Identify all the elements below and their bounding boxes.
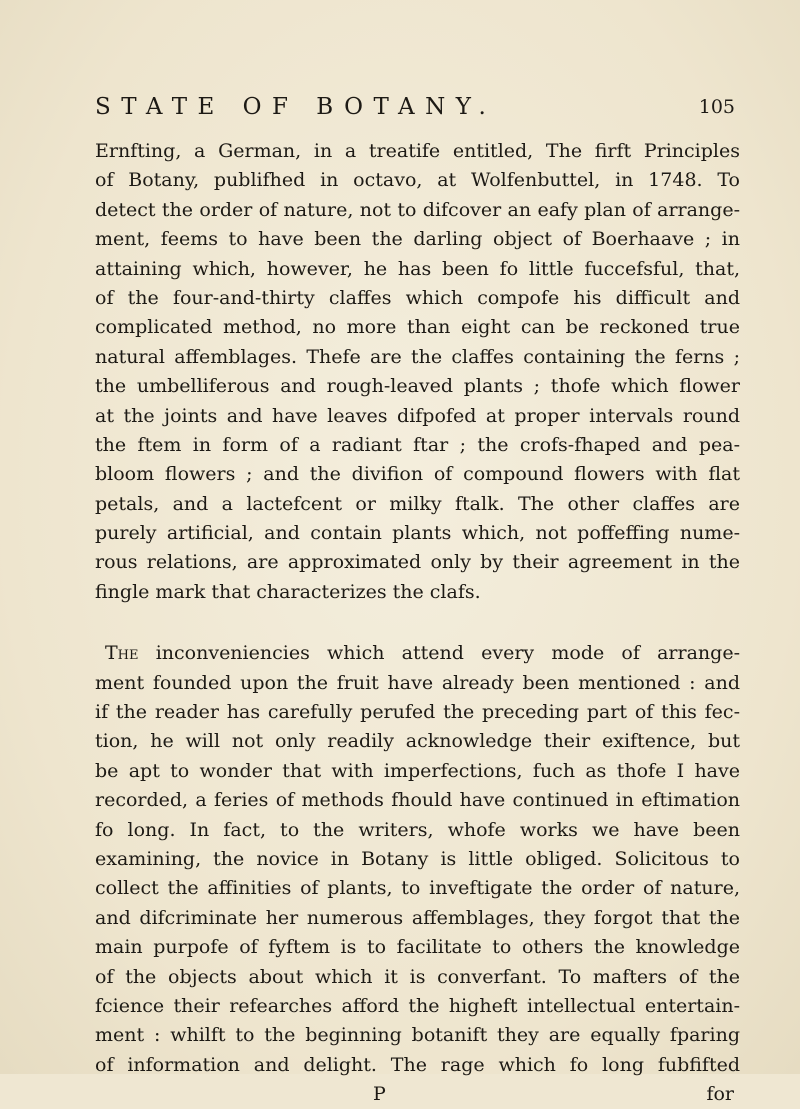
paragraph-2 xyxy=(95,639,740,1080)
text-line: bloom flowers ; and the divifion of compound flowers with flat xyxy=(95,463,740,486)
text-line-rest: inconveniencies which attend every mode of arrange- xyxy=(155,642,740,665)
running-head: STATE OF BOTANY. xyxy=(95,94,497,120)
text-line: of information and delight. The rage which fo long fubfifted xyxy=(95,1053,740,1076)
text-line: natural affemblages. Thefe are the claffes containing the ferns ; xyxy=(95,345,740,368)
text-line: Ernfting, a German, in a treatife entitled, The firft Principles xyxy=(95,140,740,162)
text-line: the ftem in form of a radiant ftar ; the crofs-fhaped and pea- xyxy=(95,433,740,456)
text-line: complicated method, no more than eight can be reckoned true xyxy=(95,316,740,339)
text-line: detect the order of nature, not to difcover an eafy plan of arrange- xyxy=(95,198,740,221)
page-header xyxy=(95,94,735,124)
catchword: for xyxy=(706,1083,734,1106)
text-line: at the joints and have leaves difpofed at proper intervals round xyxy=(95,404,740,427)
text-line: if the reader has carefully perufed the preceding part of this fec- xyxy=(95,701,740,724)
text-line: attaining which, however, he has been fo little fuccefsful, that, xyxy=(95,257,740,280)
text-line: and difcriminate her numerous affemblages, they forgot that the xyxy=(95,906,740,929)
text-line: petals, and a lactefcent or milky ftalk. The other claffes are xyxy=(95,492,740,515)
text-line: fo long. In fact, to the writers, whofe works we have been xyxy=(95,818,740,841)
text-line: examining, the novice in Botany is little obliged. Solicitous to xyxy=(95,847,740,870)
text-line: be apt to wonder that with imperfections, fuch as thofe I have xyxy=(95,759,740,782)
text-line: main purpofe of fyftem is to facilitate to others the knowledge xyxy=(95,936,740,959)
text-line: the umbelliferous and rough-leaved plants ; thofe which flower xyxy=(95,375,740,398)
text-line: ment : whilft to the beginning botanift they are equally fparing xyxy=(95,1024,740,1047)
text-line: fingle mark that characterizes the clafs. xyxy=(95,580,481,603)
signature-mark: P xyxy=(373,1083,386,1106)
text-line: rous relations, are approximated only by their agreement in the xyxy=(95,551,740,574)
text-line: purely artificial, and contain plants which, not poffeffing nume- xyxy=(95,522,740,545)
text-line: collect the affinities of plants, to inveftigate the order of nature, xyxy=(95,877,740,900)
paragraph-1 xyxy=(95,137,740,607)
text-line: of Botany, publifhed in octavo, at Wolfenbuttel, in 1748. To xyxy=(95,169,740,192)
paragraph-opening-word: The xyxy=(105,642,139,665)
text-line: ment, feems to have been the darling object of Boerhaave ; in xyxy=(95,228,740,251)
text-line: tion, he will not only readily acknowledge their exiftence, but xyxy=(95,730,740,753)
paragraph-gap xyxy=(95,607,740,639)
body-text xyxy=(95,137,740,1109)
text-line: of the four-and-thirty claffes which compofe his difficult and xyxy=(95,286,740,309)
text-line: recorded, a feries of methods fhould have continued in eftimation xyxy=(95,789,740,812)
text-line-first xyxy=(95,639,740,668)
text-line: ment founded upon the fruit have already been mentioned : and xyxy=(95,671,740,694)
page-number: 105 xyxy=(698,96,735,118)
page-footer xyxy=(95,1080,740,1109)
text-line: fcience their refearches afford the higheft intellectual entertain- xyxy=(95,994,740,1017)
text-line: of the objects about which it is converfant. To mafters of the xyxy=(95,965,740,988)
